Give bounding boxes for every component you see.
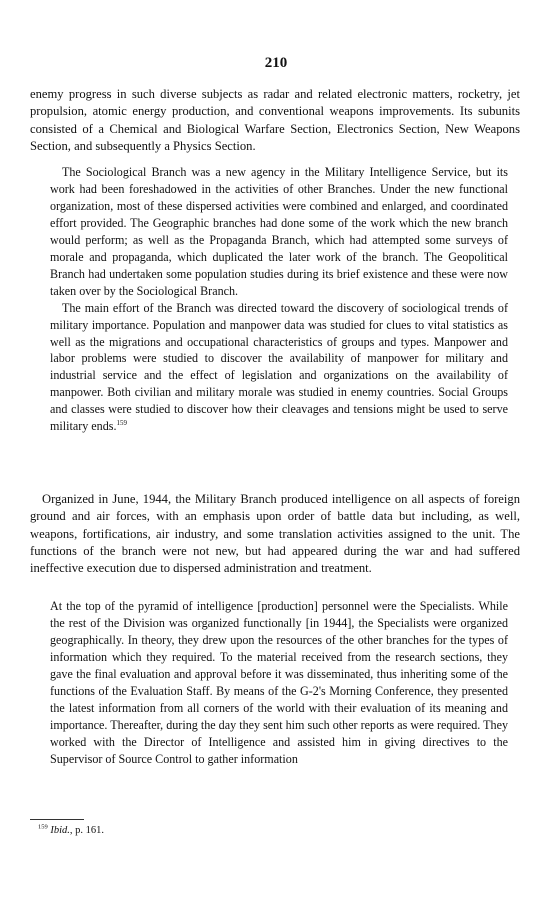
quote-paragraph-text: The main effort of the Branch was directed toward the discovery of sociological trends of military importance. Population and manpower data was studied for clues to vital statistics as well as the migrations and occupational characteristics of groups and types. Manpower and labor problems were studied to discover the availability of manpower for military and industrial service and the effect of legislation and organizations on the availability of manpower. Both civilian and military morale was studied in enemy countries. Social Groups and classes were studied to discover how their cleavages and tensions might be used to serve military ends. [50, 300, 508, 434]
footnote [38, 824, 104, 838]
quote-paragraph-main-effort [50, 300, 508, 436]
body-paragraph-intro [30, 86, 520, 155]
block-quote-sociological [50, 164, 508, 435]
footnote-page-ref: , p. 161. [69, 825, 105, 836]
body-paragraph-military-branch [30, 491, 520, 577]
quote-paragraph-pyramid: At the top of the pyramid of intelligence [production] personnel were the Specialists. While the rest of the Division was organized functionally [in 1944], the Specialists were organized geographically. In theory, they drew upon the resources of the other branches for the types of information which they required. To the material received from the research sections, they gave the final evaluation and approval before it was disseminated, thus inheriting some of the functions of the Evaluation Staff. By means of the G-2's Morning Conference, they presented the latest information from all corners of the world with their evaluation of its meaning and importance. Thereafter, during the day they sent him such other reports as were required. They worked with the Director of Intelligence and assisted him in giving directives to the Supervisor of Source Control to gather information [50, 599, 508, 766]
block-quote-specialists [50, 598, 508, 768]
paragraph-text: enemy progress in such diverse subjects as radar and related electronic matters, rocketry, jet propulsion, atomic energy production, and conventional weapons improvements. Its subunits consisted of a Chemical and Biological Warfare Section, Electronics Section, New Weapons Section, and subsequently a Physics Section. [30, 87, 520, 153]
footnote-source: Ibid. [50, 825, 70, 836]
paragraph-text: Organized in June, 1944, the Military Branch produced intelligence on all aspects of foreign ground and air forces, with an emphasis upon order of battle data but including, as well, weapons, fortifications, air industry, and some translation activities assigned to the unit. The functions of the branch were not new, but had appeared during the war and had suffered ineffective execution due to dispersed administration and treatment. [30, 492, 520, 576]
quote-paragraph-sociological-branch: The Sociological Branch was a new agency in the Military Intelligence Service, but its work had been foreshadowed in the activities of other Branches. Under the new functional organization, most of these dispersed activities were combined and enlarged, and coordinated effort provided. The Geographic branches had done some of the work which the new branch would perform; as well as the Propaganda Branch, which had attempted some surveys of morale and propaganda, which duplicated the later work of the branch. The Geopolitical Branch had undertaken some population studies during its brief existence and these were now taken over by the Sociological Branch. [50, 165, 508, 298]
footnote-reference: 159 [116, 419, 128, 428]
footnote-divider [30, 819, 84, 820]
page-number: 210 [264, 55, 288, 71]
footnote-number: 159 [38, 823, 48, 831]
